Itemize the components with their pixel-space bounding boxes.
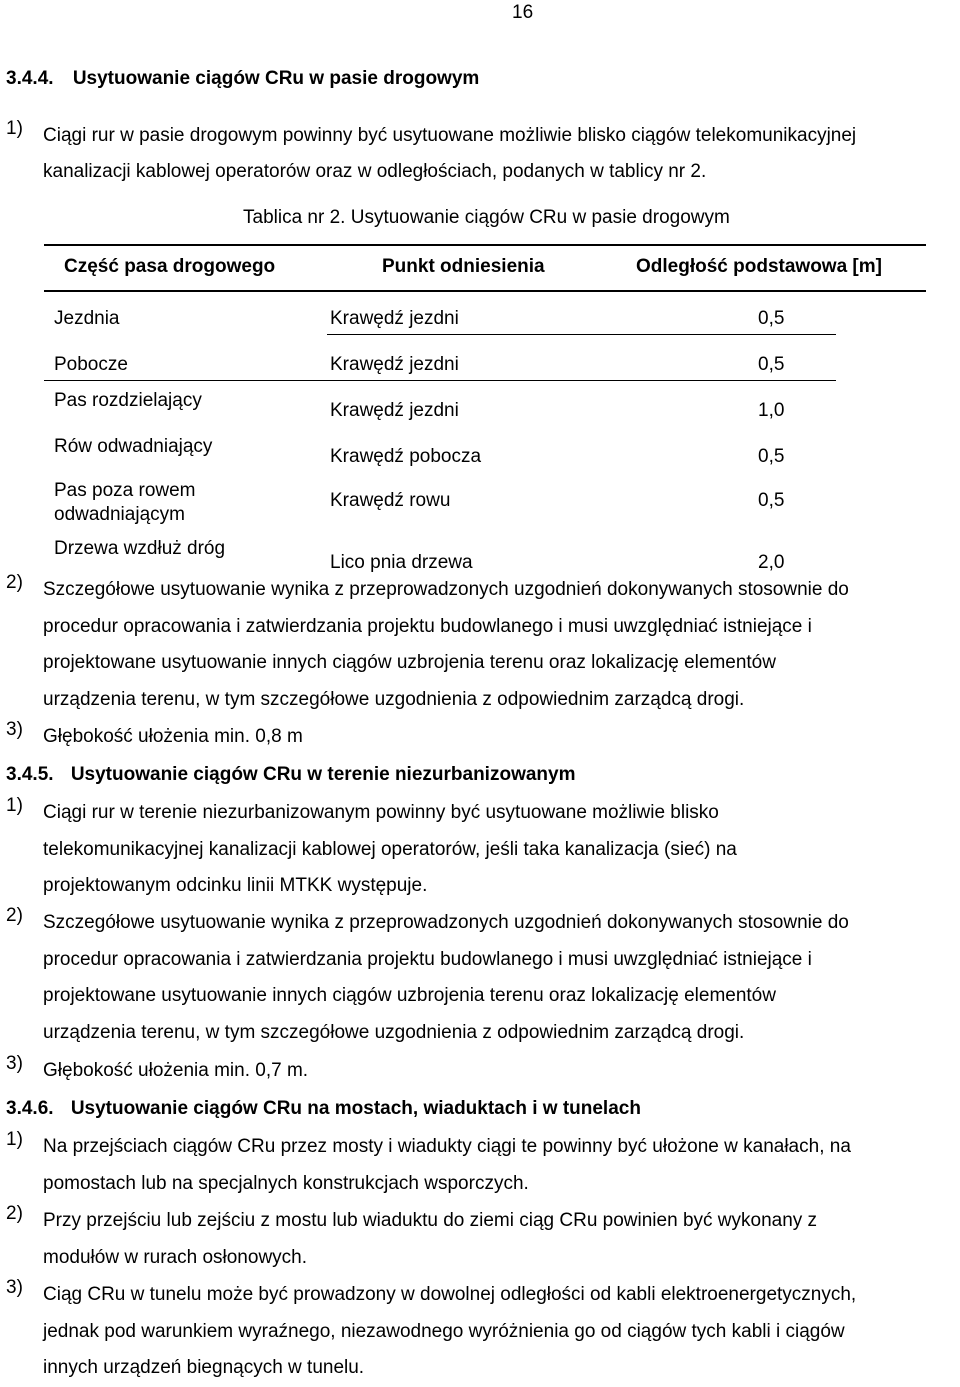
cell-reference: Krawędź rowu — [330, 490, 451, 511]
item-text-line: modułów w rurach osłonowych. — [43, 1246, 308, 1268]
cell-part-continued: odwadniającym — [54, 504, 185, 525]
cell-part: Drzewa wzdłuż dróg — [54, 538, 226, 559]
section-number: 3.4.6. — [6, 1098, 54, 1119]
cell-distance: 0,5 — [758, 490, 785, 511]
item-number: 1) — [6, 1129, 23, 1150]
item-text-line: innych urządzeń biegnących w tunelu. — [43, 1357, 365, 1378]
item-number: 3) — [6, 1277, 23, 1298]
section-number: 3.4.5. — [6, 764, 54, 785]
list-item — [6, 1053, 956, 1090]
table-caption: Tablica nr 2. Usytuowanie ciągów CRu w pasie drogowym — [243, 207, 730, 228]
item-text-line: pomostach lub na specjalnych konstrukcjach wsporczych. — [43, 1172, 529, 1194]
section-title: Usytuowanie ciągów CRu na mostach, wiaduktach i w tunelach — [70, 1098, 641, 1119]
list-item — [6, 118, 956, 190]
list-item — [6, 572, 956, 718]
list-item — [6, 719, 956, 756]
column-header: Część pasa drogowego — [64, 256, 276, 277]
item-number: 2) — [6, 572, 23, 593]
item-text-line: projektowanym odcinku linii MTKK występuje. — [43, 875, 428, 896]
cell-part: Pobocze — [54, 354, 128, 375]
item-text-line: Głębokość ułożenia min. 0,8 m — [43, 726, 303, 747]
item-text-line: urządzenia terenu, w tym szczegółowe uzgodnienia z odpowiednim zarządcą drogi. — [43, 1021, 745, 1043]
table-header — [44, 244, 926, 292]
item-text-line: Szczegółowe usytuowanie wynika z przeprowadzonych uzgodnień dokonywanych stosownie do — [43, 579, 849, 600]
cell-distance: 0,5 — [758, 308, 785, 329]
cell-reference: Krawędź jezdni — [330, 308, 459, 329]
item-text-line: Szczegółowe usytuowanie wynika z przeprowadzonych uzgodnień dokonywanych stosownie do — [43, 912, 849, 933]
item-text-line: procedur opracowania i zatwierdzania projektu budowlanego i musi uwzględniać istniejące i — [43, 948, 812, 970]
page-number: 16 — [512, 2, 534, 23]
item-text-line: Ciąg CRu w tunelu może być prowadzony w dowolnej odległości od kabli elektroenergetycznych, — [43, 1284, 857, 1305]
list-item — [6, 1203, 956, 1276]
cell-reference: Krawędź jezdni — [330, 400, 459, 421]
cell-distance: 0,5 — [758, 446, 785, 467]
divider — [44, 380, 836, 381]
distance-table — [44, 244, 926, 572]
item-text-line: urządzenia terenu, w tym szczegółowe uzgodnienia z odpowiednim zarządcą drogi. — [43, 688, 745, 710]
item-text-line: projektowane usytuowanie innych ciągów uzbrojenia terenu oraz lokalizację elementów — [43, 985, 776, 1006]
section-title: Usytuowanie ciągów CRu w pasie drogowym — [72, 68, 480, 89]
item-text-line: projektowane usytuowanie innych ciągów uzbrojenia terenu oraz lokalizację elementów — [43, 652, 776, 673]
item-text-line: kanalizacji kablowej operatorów oraz w odległościach, podanych w tablicy nr 2. — [43, 161, 707, 182]
list-item — [6, 795, 956, 905]
item-text-line: Głębokość ułożenia min. 0,7 m. — [43, 1060, 309, 1081]
column-header: Odległość podstawowa [m] — [636, 256, 882, 277]
item-number: 1) — [6, 795, 23, 816]
item-text-line: Przy przejściu lub zejściu z mostu lub wiaduktu do ziemi ciąg CRu powinien być wykonany z — [43, 1210, 818, 1231]
section-heading-345 — [6, 764, 575, 786]
item-text-line: procedur opracowania i zatwierdzania projektu budowlanego i musi uwzględniać istniejące i — [43, 615, 812, 637]
cell-reference: Krawędź jezdni — [330, 354, 459, 375]
section-title: Usytuowanie ciągów CRu w terenie niezurbanizowanym — [70, 764, 576, 785]
cell-distance: 1,0 — [758, 400, 785, 421]
item-number: 1) — [6, 118, 23, 139]
item-text-line: telekomunikacyjnej kanalizacji kablowej operatorów, jeśli taka kanalizacja (sieć) na — [43, 838, 737, 860]
item-number: 3) — [6, 719, 23, 740]
item-text-line: Ciągi rur w pasie drogowym powinny być usytuowane możliwie blisko ciągów telekomunikacyjnej — [43, 125, 857, 146]
item-text-line: Ciągi rur w terenie niezurbanizowanym powinny być usytuowane możliwie blisko — [43, 802, 719, 823]
list-item — [6, 1277, 956, 1387]
list-item — [6, 1129, 956, 1202]
cell-reference: Lico pnia drzewa — [330, 552, 473, 573]
divider — [327, 334, 836, 335]
cell-part: Jezdnia — [54, 308, 120, 329]
list-item — [6, 905, 956, 1051]
section-heading-344 — [6, 68, 479, 90]
item-number: 2) — [6, 905, 23, 926]
item-number: 2) — [6, 1203, 23, 1224]
cell-part: Rów odwadniający — [54, 436, 213, 457]
cell-part: Pas poza rowem — [54, 480, 196, 501]
item-text-line: jednak pod warunkiem wyraźnego, niezawodnego wyróżnienia go od ciągów tych kabli i ciągów — [43, 1320, 845, 1342]
cell-distance: 2,0 — [758, 552, 785, 573]
item-number: 3) — [6, 1053, 23, 1074]
item-text-line: Na przejściach ciągów CRu przez mosty i wiadukty ciągi te powinny być ułożone w kanałach, na — [43, 1136, 851, 1157]
section-number: 3.4.4. — [6, 68, 54, 89]
column-header: Punkt odniesienia — [382, 256, 545, 277]
cell-distance: 0,5 — [758, 354, 785, 375]
section-heading-346 — [6, 1098, 641, 1120]
cell-reference: Krawędź pobocza — [330, 446, 482, 467]
cell-part: Pas rozdzielający — [54, 390, 202, 411]
